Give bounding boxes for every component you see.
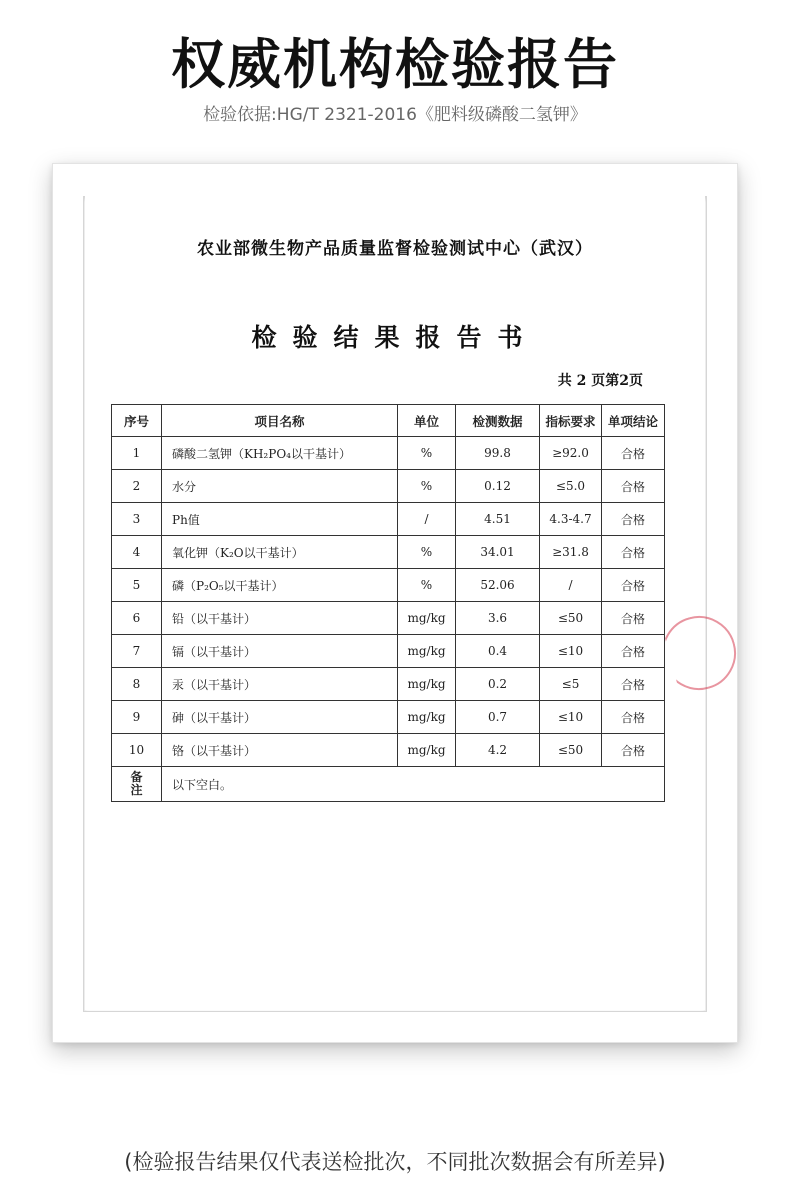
row-unit: % [398,569,456,602]
row-unit: mg/kg [398,668,456,701]
organization-name: 农业部微生物产品质量监督检验测试中心（武汉） [197,239,593,259]
row-item-name: 镉（以干基计） [162,635,398,668]
col-header-requirement: 指标要求 [540,405,602,437]
row-requirement: ≤5 [540,668,602,701]
page-title: 权威机构检验报告 [171,33,619,96]
row-unit: % [398,470,456,503]
table-row [112,536,665,569]
note-row [112,767,665,802]
table-row [112,668,665,701]
table-row [112,701,665,734]
row-requirement: ≤50 [540,602,602,635]
report-document [85,196,705,1010]
row-requirement: ≤10 [540,701,602,734]
row-conclusion: 合格 [602,470,665,503]
col-header-value: 检测数据 [456,405,540,437]
col-header-item: 项目名称 [162,405,398,437]
row-value: 34.01 [456,536,540,569]
row-item-name: 氧化钾（K₂O以干基计） [162,536,398,569]
row-requirement: ≥31.8 [540,536,602,569]
row-value: 52.06 [456,569,540,602]
row-no: 10 [112,734,162,767]
row-no: 1 [112,437,162,470]
row-value: 0.12 [456,470,540,503]
row-item-name: 铬（以干基计） [162,734,398,767]
row-conclusion: 合格 [602,668,665,701]
col-header-conclusion: 单项结论 [602,405,665,437]
row-item-name: 砷（以干基计） [162,701,398,734]
row-no: 6 [112,602,162,635]
row-no: 9 [112,701,162,734]
table-header-row [112,405,665,437]
row-value: 0.4 [456,635,540,668]
row-unit: mg/kg [398,635,456,668]
table-row [112,470,665,503]
row-no: 4 [112,536,162,569]
row-item-name: 磷酸二氢钾（KH₂PO₄以干基计） [162,437,398,470]
row-requirement: / [540,569,602,602]
row-no: 7 [112,635,162,668]
row-value: 4.51 [456,503,540,536]
row-conclusion: 合格 [602,437,665,470]
row-unit: / [398,503,456,536]
table-row [112,437,665,470]
col-header-no: 序号 [112,405,162,437]
row-conclusion: 合格 [602,569,665,602]
row-unit: mg/kg [398,734,456,767]
row-item-name: 磷（P₂O₅以干基计） [162,569,398,602]
note-label: 备 注 [112,767,162,802]
page-info: 共 2 页第2页 [557,373,643,389]
table-row [112,569,665,602]
note-text: 以下空白。 [162,767,665,802]
row-value: 3.6 [456,602,540,635]
row-item-name: 汞（以干基计） [162,668,398,701]
row-item-name: 铅（以干基计） [162,602,398,635]
row-requirement: ≥92.0 [540,437,602,470]
disclaimer-text: (检验报告结果仅代表送检批次，不同批次数据会有所差异) [124,1150,666,1174]
row-value: 99.8 [456,437,540,470]
row-conclusion: 合格 [602,536,665,569]
row-value: 0.7 [456,701,540,734]
row-no: 3 [112,503,162,536]
row-conclusion: 合格 [602,602,665,635]
table-row [112,635,665,668]
row-value: 0.2 [456,668,540,701]
row-requirement: ≤5.0 [540,470,602,503]
results-table [111,404,665,802]
row-unit: % [398,437,456,470]
row-conclusion: 合格 [602,503,665,536]
row-item-name: Ph值 [162,503,398,536]
row-no: 8 [112,668,162,701]
page-subtitle: 检验依据:HG/T 2321-2016《肥料级磷酸二氢钾》 [203,105,587,125]
row-requirement: ≤10 [540,635,602,668]
table-row [112,734,665,767]
row-conclusion: 合格 [602,701,665,734]
row-unit: % [398,536,456,569]
row-conclusion: 合格 [602,635,665,668]
report-title: 检验结果报告书 [251,323,539,352]
col-header-unit: 单位 [398,405,456,437]
row-unit: mg/kg [398,701,456,734]
row-no: 5 [112,569,162,602]
row-requirement: ≤50 [540,734,602,767]
table-row [112,602,665,635]
row-item-name: 水分 [162,470,398,503]
row-conclusion: 合格 [602,734,665,767]
table-row [112,503,665,536]
row-no: 2 [112,470,162,503]
row-unit: mg/kg [398,602,456,635]
row-requirement: 4.3-4.7 [540,503,602,536]
row-value: 4.2 [456,734,540,767]
